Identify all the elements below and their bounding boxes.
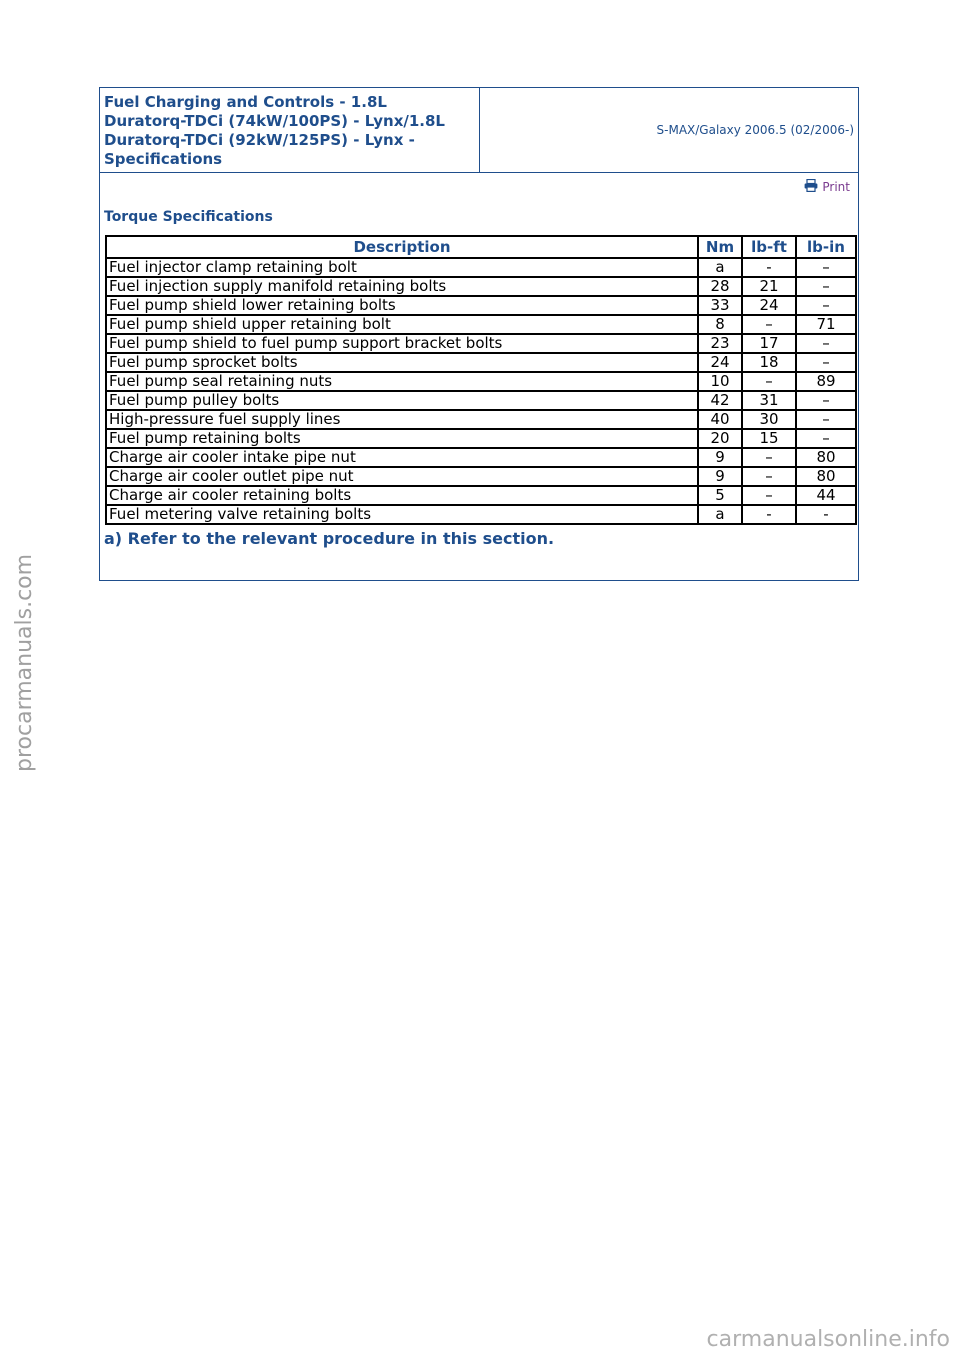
cell-value: 40 (698, 410, 742, 429)
cell-description: Fuel pump sprocket bolts (106, 353, 698, 372)
cell-description: Fuel metering valve retaining bolts (106, 505, 698, 524)
column-header-lbin: lb-in (796, 236, 856, 258)
table-row (106, 296, 856, 315)
cell-description: Fuel pump seal retaining nuts (106, 372, 698, 391)
cell-value: a (698, 258, 742, 277)
cell-value: – (796, 258, 856, 277)
table-row (106, 467, 856, 486)
column-header-lbft: lb-ft (742, 236, 796, 258)
cell-value: - (742, 258, 796, 277)
table-body (106, 258, 856, 524)
cell-value: 20 (698, 429, 742, 448)
cell-description: Charge air cooler retaining bolts (106, 486, 698, 505)
cell-value: – (742, 372, 796, 391)
cell-description: Fuel pump retaining bolts (106, 429, 698, 448)
print-button[interactable] (804, 179, 850, 195)
table-row (106, 372, 856, 391)
cell-value: 21 (742, 277, 796, 296)
cell-value: 18 (742, 353, 796, 372)
cell-value: 10 (698, 372, 742, 391)
cell-value: 31 (742, 391, 796, 410)
cell-value: 28 (698, 277, 742, 296)
section-title: Torque Specifications (104, 209, 273, 225)
cell-description: Fuel injection supply manifold retaining bolts (106, 277, 698, 296)
model-text: S-MAX/Galaxy 2006.5 (02/2006-) (656, 123, 854, 137)
watermark-bottom: carmanualsonline.info (706, 1327, 950, 1352)
cell-value: – (796, 429, 856, 448)
table-row (106, 429, 856, 448)
cell-value: 71 (796, 315, 856, 334)
document-frame (99, 87, 859, 581)
cell-value: – (742, 448, 796, 467)
table-row (106, 334, 856, 353)
cell-value: a (698, 505, 742, 524)
cell-value: – (796, 410, 856, 429)
table-row (106, 315, 856, 334)
cell-description: Charge air cooler outlet pipe nut (106, 467, 698, 486)
cell-value: 80 (796, 448, 856, 467)
torque-table (105, 235, 857, 525)
cell-value: 9 (698, 467, 742, 486)
printer-icon (804, 179, 818, 195)
cell-value: 23 (698, 334, 742, 353)
table-row (106, 486, 856, 505)
footnote: a) Refer to the relevant procedure in this section. (104, 529, 555, 548)
table-row (106, 505, 856, 524)
cell-description: Fuel pump shield to fuel pump support bracket bolts (106, 334, 698, 353)
page-title: Fuel Charging and Controls - 1.8L Duratorq-TDCi (74kW/100PS) - Lynx/1.8L Duratorq-TDCi (92kW/125PS) - Lynx - Specifications (100, 88, 480, 172)
cell-value: 80 (796, 467, 856, 486)
table-row (106, 391, 856, 410)
model-label (480, 88, 858, 172)
table-row (106, 410, 856, 429)
column-header-description: Description (106, 236, 698, 258)
cell-value: 8 (698, 315, 742, 334)
cell-description: Charge air cooler intake pipe nut (106, 448, 698, 467)
cell-value: 89 (796, 372, 856, 391)
cell-value: – (742, 486, 796, 505)
document-header (100, 88, 858, 173)
table-row (106, 448, 856, 467)
cell-description: Fuel pump pulley bolts (106, 391, 698, 410)
column-header-nm: Nm (698, 236, 742, 258)
table-row (106, 353, 856, 372)
cell-description: Fuel pump shield lower retaining bolts (106, 296, 698, 315)
print-row (100, 173, 858, 195)
cell-value: 5 (698, 486, 742, 505)
print-label: Print (822, 180, 850, 194)
cell-value: 44 (796, 486, 856, 505)
cell-description: Fuel pump shield upper retaining bolt (106, 315, 698, 334)
table-header-row (106, 236, 856, 258)
cell-value: – (796, 296, 856, 315)
cell-value: – (796, 277, 856, 296)
cell-value: 15 (742, 429, 796, 448)
cell-description: High-pressure fuel supply lines (106, 410, 698, 429)
watermark-left: procarmanuals.com (12, 553, 37, 772)
cell-value: 30 (742, 410, 796, 429)
cell-value: – (796, 353, 856, 372)
cell-value: 9 (698, 448, 742, 467)
cell-value: – (742, 467, 796, 486)
cell-value: 33 (698, 296, 742, 315)
cell-value: – (796, 391, 856, 410)
cell-value: – (796, 334, 856, 353)
table-row (106, 258, 856, 277)
cell-value: - (742, 505, 796, 524)
cell-value: - (796, 505, 856, 524)
cell-description: Fuel injector clamp retaining bolt (106, 258, 698, 277)
cell-value: 24 (698, 353, 742, 372)
cell-value: – (742, 315, 796, 334)
table-row (106, 277, 856, 296)
cell-value: 42 (698, 391, 742, 410)
cell-value: 24 (742, 296, 796, 315)
cell-value: 17 (742, 334, 796, 353)
